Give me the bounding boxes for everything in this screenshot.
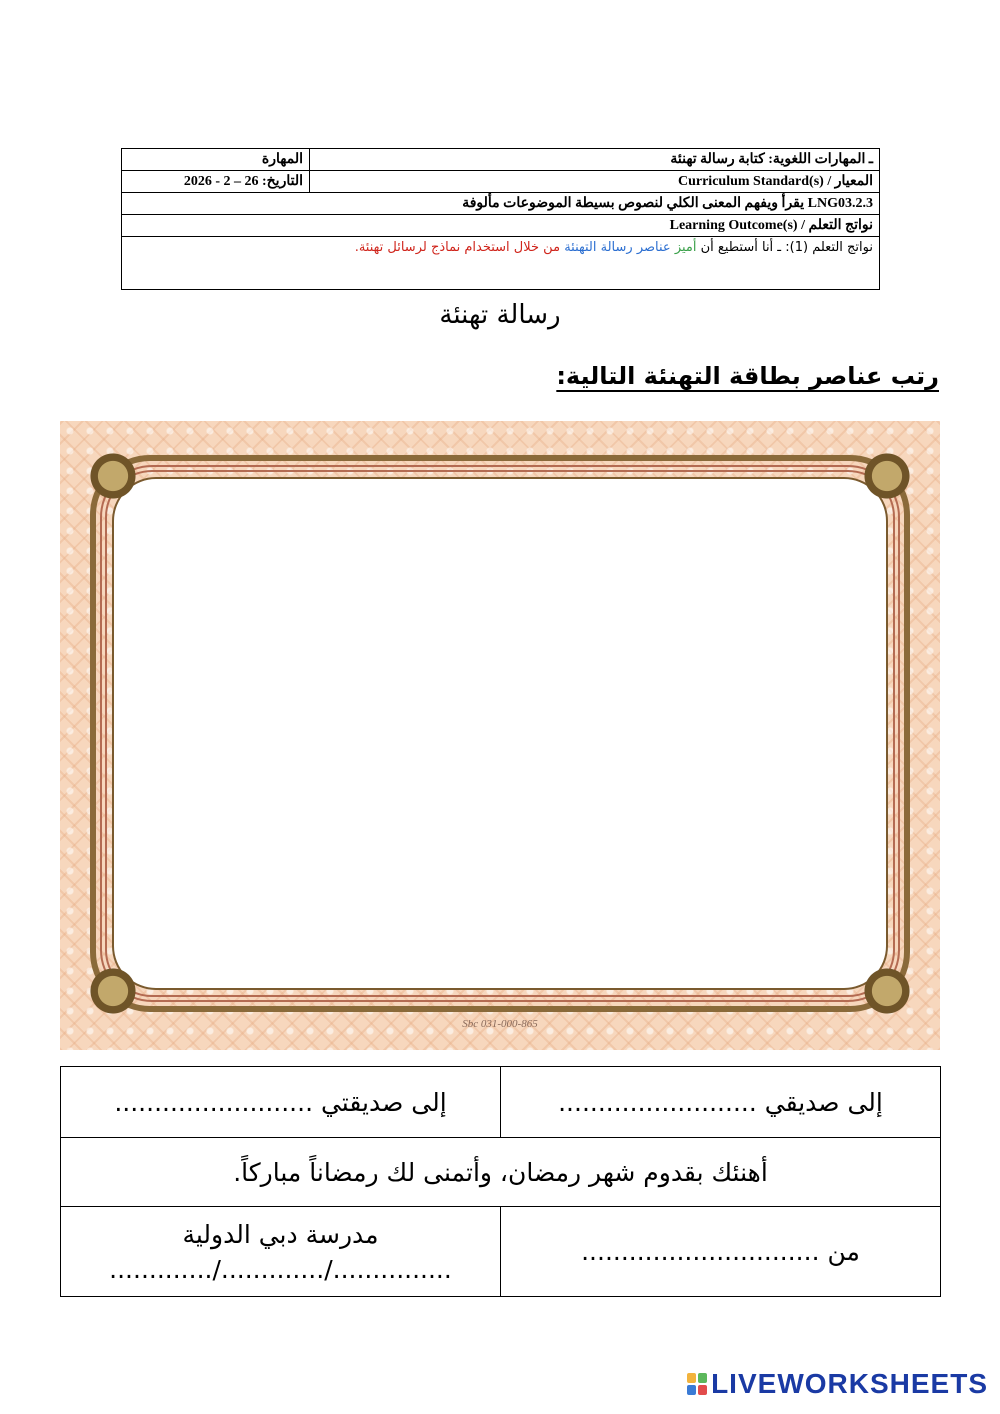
- instruction-heading: رتب عناصر بطاقة التهنئة التالية:: [556, 362, 939, 390]
- header-table: [121, 148, 880, 290]
- ornament-corner-icon: [852, 956, 922, 1026]
- outcome-blue: عناصر رسالة التهنئة: [564, 240, 671, 255]
- standard-text: LNG03.2.3 يقرأ ويفهم المعنى الكلي لنصوص بسيطة الموضوعات مألوفة: [122, 193, 880, 215]
- skill-label: المهارة: [122, 149, 310, 171]
- logo-cube-icon: [687, 1373, 707, 1395]
- school-cell[interactable]: [61, 1207, 501, 1297]
- outcome-prefix: نواتج التعلم (1): ـ أنا أستطيع أن: [700, 240, 873, 255]
- outcome-red: من خلال استخدام نماذج لرسائل تهنئة.: [354, 240, 561, 255]
- ornament-corner-icon: [78, 441, 148, 511]
- from-cell[interactable]: من ..............................: [501, 1207, 941, 1297]
- card-blank-area: [112, 477, 888, 990]
- outcome-label: نواتج التعلم / Learning Outcome(s): [122, 215, 880, 237]
- to-friend-male-cell[interactable]: إلى صديقي .........................: [501, 1067, 941, 1138]
- frame-watermark: Sbc 031-000-865: [462, 1018, 538, 1030]
- liveworksheets-logo: [687, 1368, 988, 1400]
- certificate-frame: [60, 421, 940, 1050]
- outcome-text: [122, 237, 880, 290]
- date-text: التاريخ: 26 – 2 - 2026: [122, 171, 310, 193]
- ornament-corner-icon: [78, 956, 148, 1026]
- ornament-corner-icon: [852, 441, 922, 511]
- date-blanks: .............../............./.............: [109, 1254, 452, 1284]
- greeting-cell[interactable]: أهنئك بقدوم شهر رمضان، وأتمنى لك رمضاناً مباركاً.: [61, 1138, 941, 1207]
- logo-text: LIVEWORKSHEETS: [711, 1368, 988, 1399]
- skill-value: ـ المهارات اللغوية: كتابة رسالة تهنئة: [310, 149, 880, 171]
- page-title: رسالة تهنئة: [439, 300, 561, 330]
- outcome-green: أميز: [674, 240, 697, 255]
- school-name: مدرسة دبي الدولية: [182, 1219, 379, 1249]
- greeting-table: [60, 1066, 941, 1297]
- standard-label: المعيار / Curriculum Standard(s): [310, 171, 880, 193]
- to-friend-female-cell[interactable]: إلى صديقتي .........................: [61, 1067, 501, 1138]
